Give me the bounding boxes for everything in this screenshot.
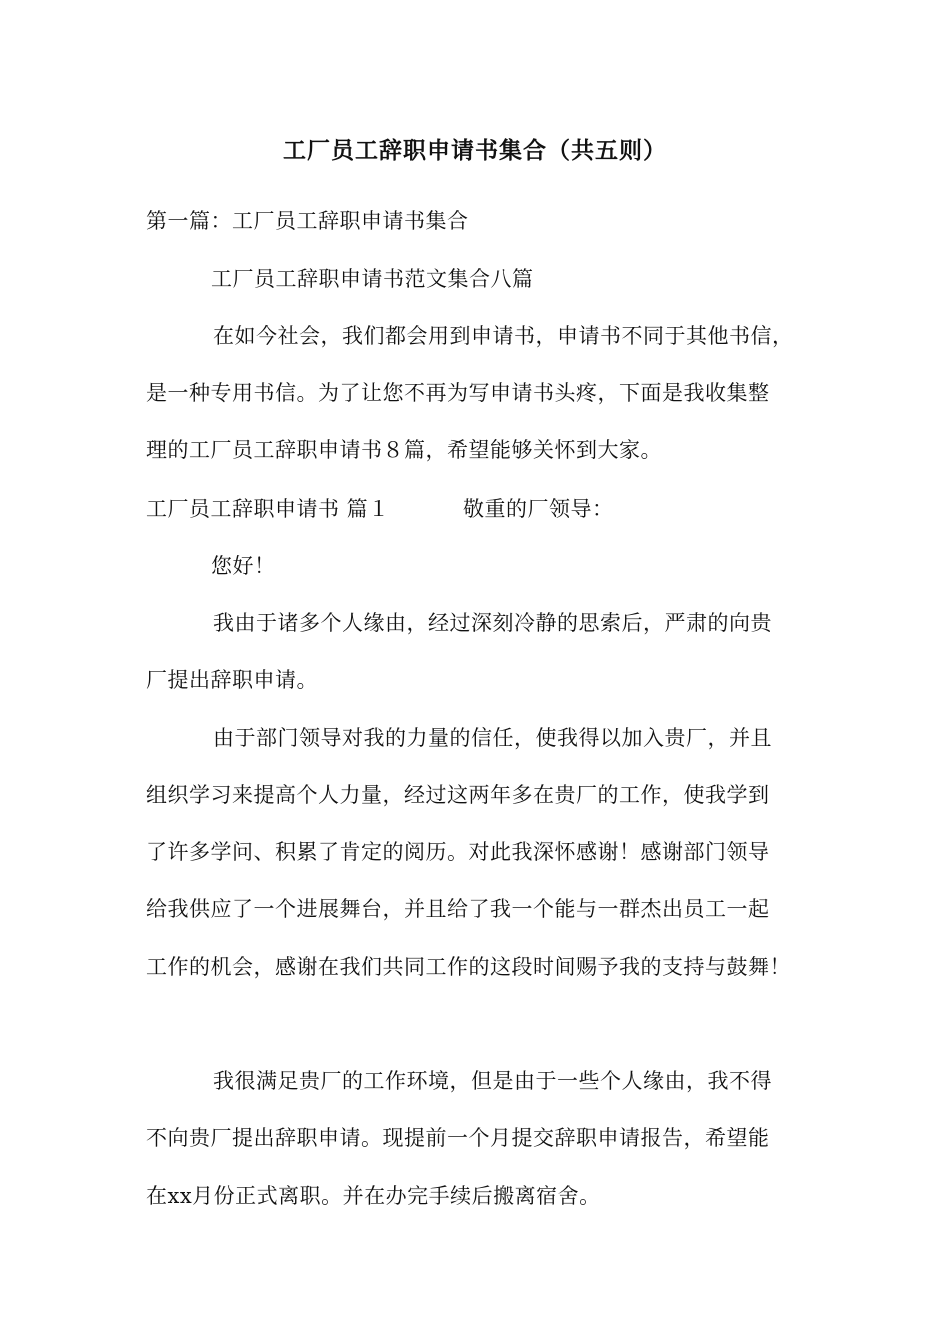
intro-line-1: 在如今社会，我们都会用到申请书，申请书不同于其他书信， bbox=[213, 324, 794, 348]
para2-line-3: 了许多学问、积累了肯定的阅历。对此我深怀感谢！感谢部门领导 bbox=[146, 840, 770, 864]
subtitle: 工厂员工辞职申请书范文集合八篇 bbox=[211, 267, 534, 291]
document-title: 工厂员工辞职申请书集合（共五则） bbox=[283, 138, 667, 164]
para2-line-2: 组织学习来提高个人力量，经过这两年多在贵厂的工作，使我学到 bbox=[146, 783, 770, 807]
intro-line-2: 是一种专用书信。为了让您不再为写申请书头疼，下面是我收集整 bbox=[146, 381, 770, 405]
para1-line-2: 厂提出辞职申请。 bbox=[146, 668, 318, 692]
para1-line-1: 我由于诸多个人缘由，经过深刻冷静的思索后，严肃的向贵 bbox=[213, 611, 772, 635]
para2-line-4: 给我供应了一个进展舞台，并且给了我一个能与一群杰出员工一起 bbox=[146, 897, 770, 921]
para3-line-3: 在xx月份正式离职。并在办完手续后搬离宿舍。 bbox=[146, 1184, 601, 1208]
para3-line-2: 不向贵厂提出辞职申请。现提前一个月提交辞职申请报告，希望能 bbox=[146, 1126, 770, 1150]
para2-line-5: 工作的机会，感谢在我们共同工作的这段时间赐予我的支持与鼓舞！ bbox=[146, 955, 791, 979]
greeting: 您好！ bbox=[211, 554, 276, 578]
para3-line-1: 我很满足贵厂的工作环境，但是由于一些个人缘由，我不得 bbox=[213, 1069, 772, 1093]
para2-line-1: 由于部门领导对我的力量的信任，使我得以加入贵厂，并且 bbox=[213, 726, 772, 750]
salutation: 敬重的厂领导： bbox=[463, 497, 614, 521]
letter-label: 工厂员工辞职申请书 篇１ bbox=[146, 497, 390, 521]
intro-line-3: 理的工厂员工辞职申请书８篇，希望能够关怀到大家。 bbox=[146, 438, 662, 462]
section-heading: 第一篇：工厂员工辞职申请书集合 bbox=[146, 209, 469, 233]
